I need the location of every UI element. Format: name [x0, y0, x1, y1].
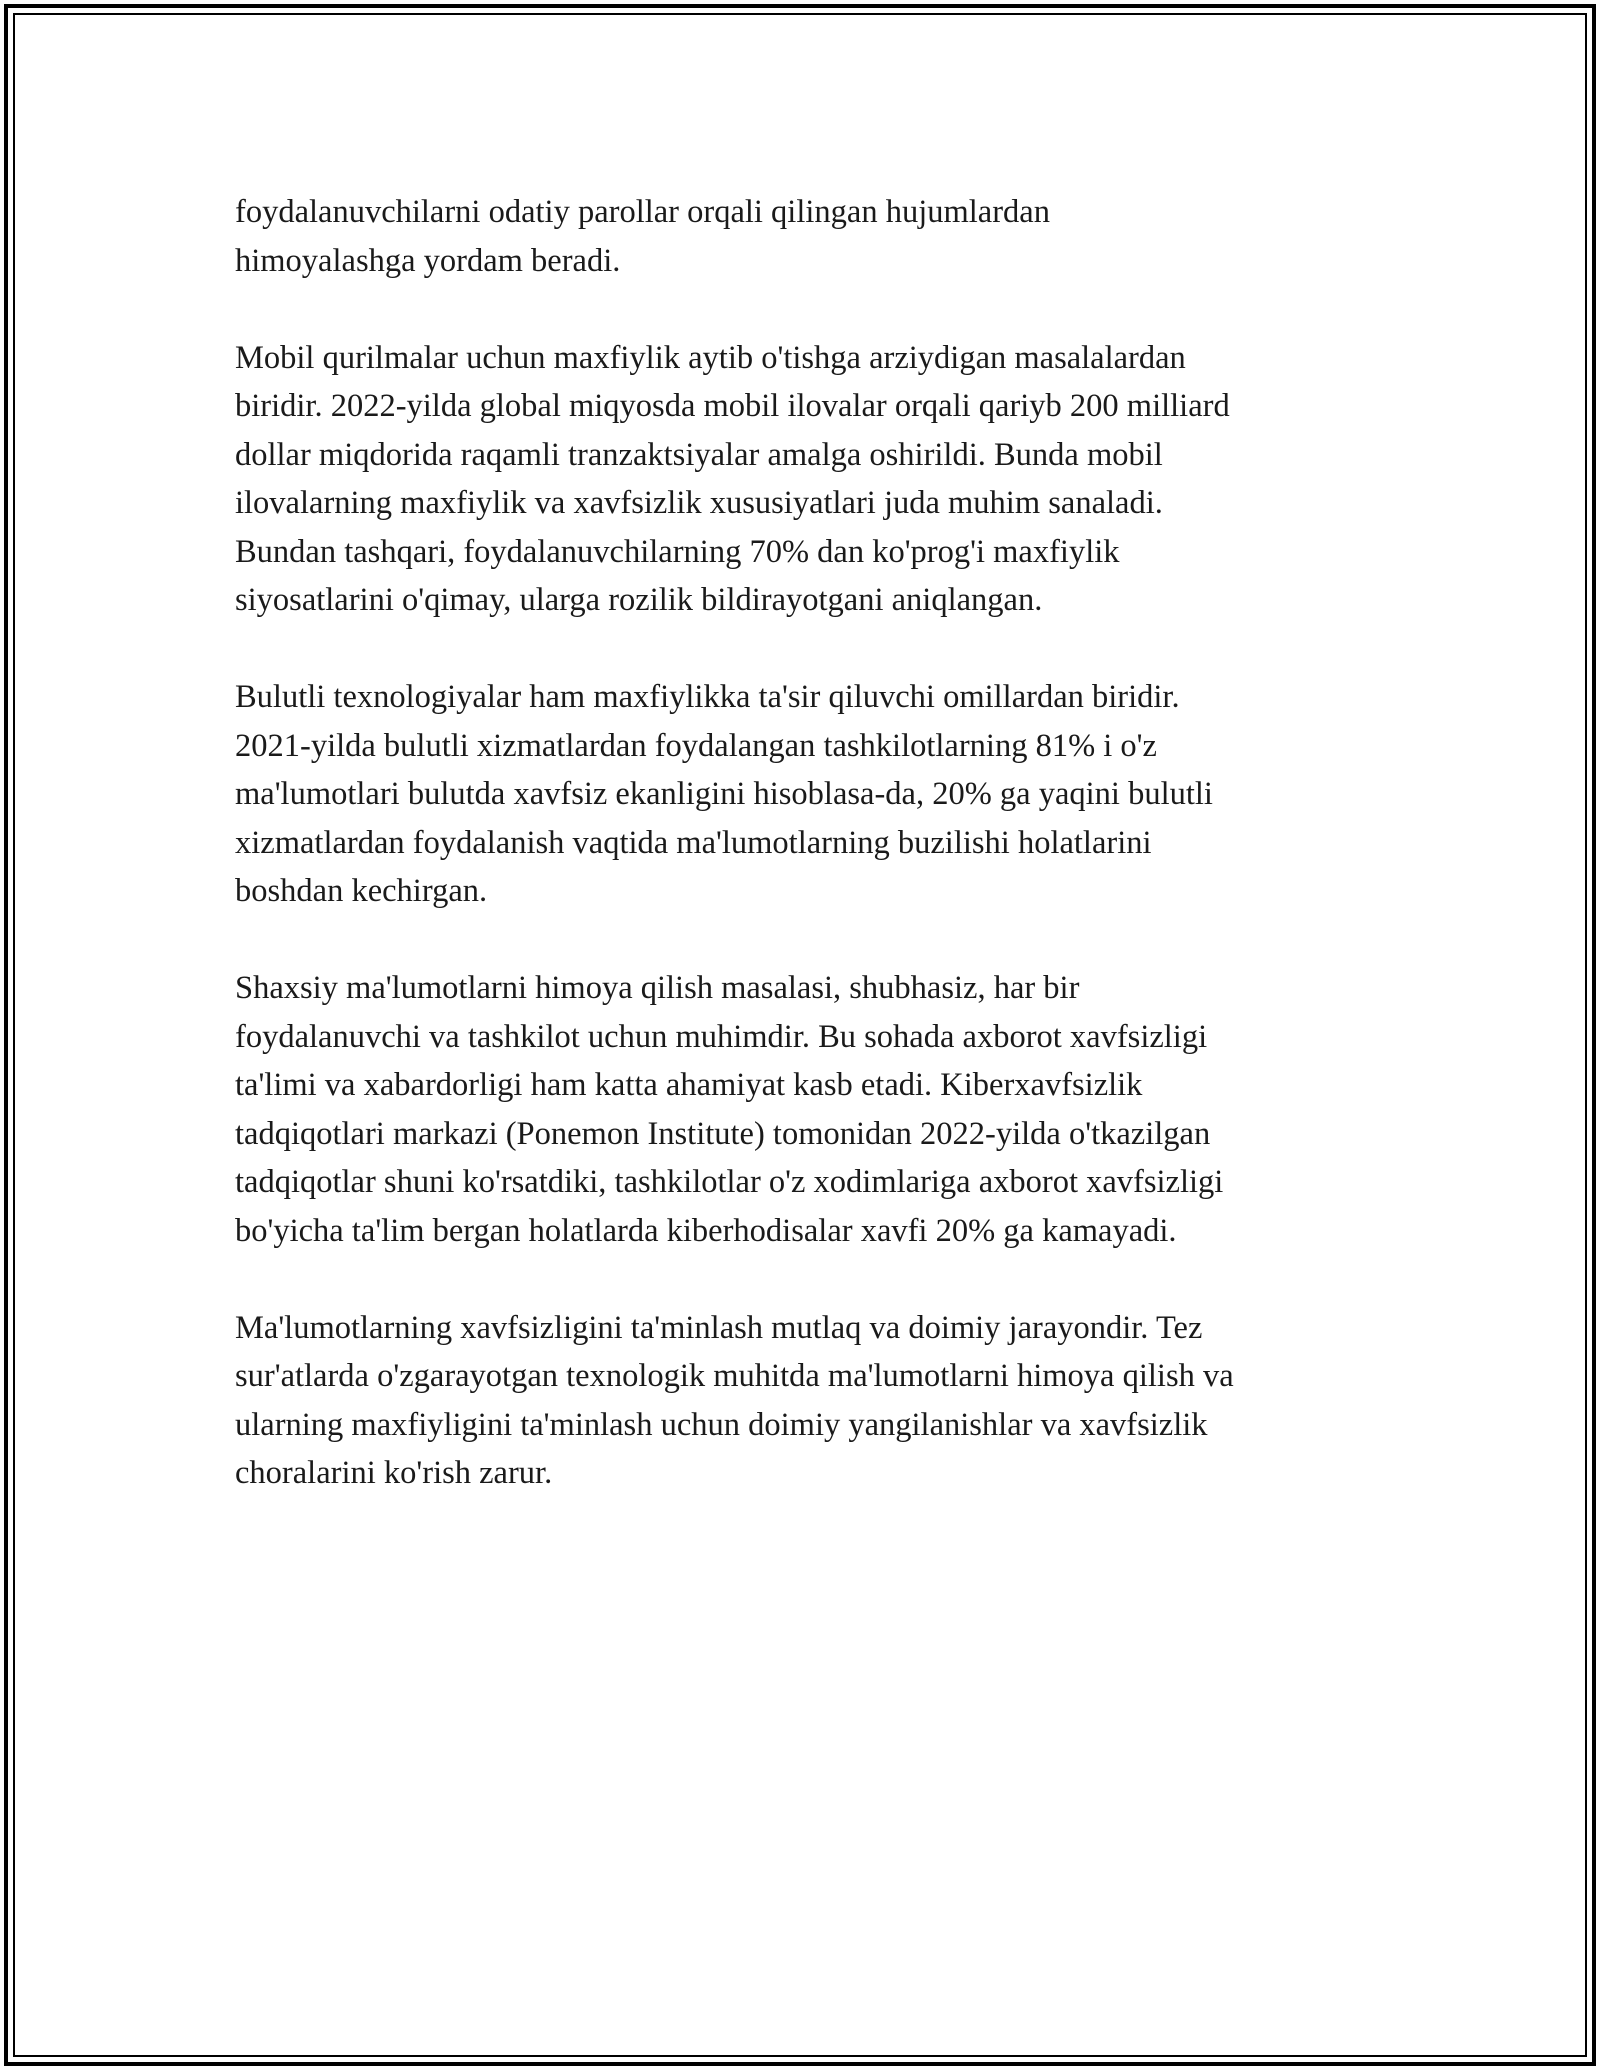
text-line: Bulutli texnologiyalar ham maxfiylikka ta'sir qiluvchi omillardan biridir.: [235, 679, 1180, 715]
text-line: dollar miqdorida raqamli tranzaktsiyalar amalga oshirildi. Bunda mobil: [235, 436, 1163, 473]
text-line: sur'atlarda o'zgarayotgan texnologik muhitda ma'lumotlarni himoya qilish va: [235, 1358, 1234, 1394]
text-line: ularning maxfiyligini ta'minlash uchun doimiy yangilanishlar va xavfsizlik: [235, 1406, 1208, 1443]
paragraph-3: [235, 673, 1385, 916]
text-line: xizmatlardan foydalanish vaqtida ma'lumotlarning buzilishi holatlarini: [235, 824, 1152, 861]
text-line: Mobil qurilmalar uchun maxfiylik aytib o'tishga arziydigan masalalardan: [235, 339, 1186, 376]
document-body: [235, 188, 1385, 1546]
text-line: foydalanuvchilarni odatiy parollar orqali qilingan hujumlardan: [235, 194, 1050, 230]
text-line: ma'lumotlari bulutda xavfsiz ekanligini hisoblasa-da, 20% ga yaqini bulutli: [235, 776, 1213, 812]
text-line: 2021-yilda bulutli xizmatlardan foydalangan tashkilotlarning 81% i o'z: [235, 727, 1157, 764]
text-line: tadqiqotlari markazi (Ponemon Institute) tomonidan 2022-yilda o'tkazilgan: [235, 1115, 1211, 1152]
text-line: foydalanuvchi va tashkilot uchun muhimdir. Bu sohada axborot xavfsizligi: [235, 1018, 1208, 1055]
paragraph-4: [235, 964, 1385, 1255]
text-line: bo'yicha ta'lim bergan holatlarda kiberhodisalar xavfi 20% ga kamayadi.: [235, 1212, 1177, 1249]
text-line: biridir. 2022-yilda global miqyosda mobil ilovalar orqali qariyb 200 milliard: [235, 388, 1230, 424]
text-line: Shaxsiy ma'lumotlarni himoya qilish masalasi, shubhasiz, har bir: [235, 970, 1080, 1006]
text-line: ta'limi va xabardorligi ham katta ahamiyat kasb etadi. Kiberxavfsizlik: [235, 1067, 1143, 1103]
text-line: Ma'lumotlarning xavfsizligini ta'minlash mutlaq va doimiy jarayondir. Tez: [235, 1309, 1203, 1346]
text-line: tadqiqotlar shuni ko'rsatdiki, tashkilotlar o'z xodimlariga axborot xavfsizligi: [235, 1164, 1224, 1200]
text-line: siyosatlarini o'qimay, ularga rozilik bildirayotgani aniqlangan.: [235, 582, 1043, 618]
paragraph-2: [235, 334, 1385, 625]
text-line: himoyalashga yordam beradi.: [235, 242, 621, 279]
text-line: choralarini ko'rish zarur.: [235, 1455, 553, 1491]
paragraph-5: [235, 1304, 1385, 1498]
text-line: ilovalarning maxfiylik va xavfsizlik xususiyatlari juda muhim sanaladi.: [235, 485, 1163, 521]
paragraph-1: [235, 188, 1385, 285]
text-line: Bundan tashqari, foydalanuvchilarning 70% dan ko'prog'i maxfiylik: [235, 533, 1120, 570]
text-line: boshdan kechirgan.: [235, 873, 488, 909]
